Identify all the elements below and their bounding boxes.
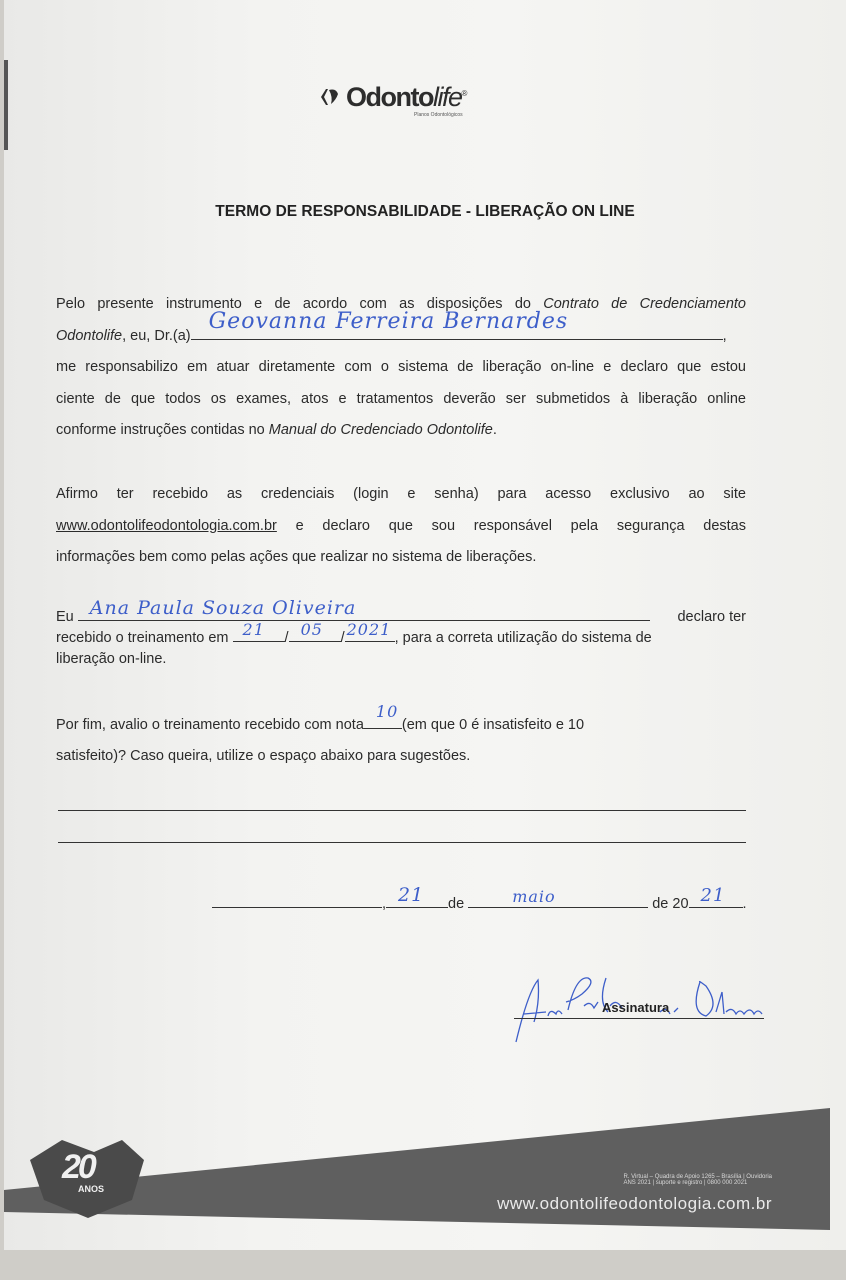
- p3-line3: liberação on-line.: [56, 651, 167, 667]
- suggestion-line-2: [58, 842, 746, 843]
- paragraph-declaration: [56, 289, 746, 447]
- p3-line1: Eu Ana Paula Souza Oliveira declaro ter: [56, 597, 746, 625]
- logo-wordmark: Odontolife®: [346, 82, 466, 112]
- training-year-field: 2021: [345, 641, 395, 642]
- score-field: [364, 702, 402, 729]
- p1-line3: me responsabilizo em atuar diretamente com o sistema de liberação on-line e declaro que estou: [56, 359, 746, 375]
- tooth-logo-icon: [318, 86, 344, 108]
- p1-line4: ciente de que todos os exames, atos e tratamentos deverão ser submetidos à liberação online: [56, 390, 746, 407]
- binding-edge: [4, 60, 8, 150]
- p4-line1: Por fim, avalio o treinamento recebido com nota 10 (em que 0 é insatisfeito e 10: [56, 710, 746, 741]
- footer-band: [4, 1100, 846, 1280]
- paragraph-rating: [56, 702, 746, 772]
- p1-line1: Pelo presente instrumento e de acordo com as disposições do Contrato de Credenciamento: [56, 296, 746, 312]
- signature-line: [514, 1018, 764, 1019]
- training-day-field: 21: [233, 641, 285, 642]
- score-handwritten: 10: [375, 702, 399, 721]
- trainee-name-handwritten: Ana Paula Souza Oliveira: [89, 597, 357, 619]
- suggestion-line-1: [58, 810, 746, 811]
- footer-shape: [4, 1100, 846, 1280]
- date-day-field: 21: [386, 907, 448, 908]
- p2-line2: www.odontolifeodontologia.com.br e declaro que sou responsável pela segurança destas: [56, 517, 746, 534]
- date-month-field: maio: [468, 907, 648, 908]
- footer-address: R. Virtual – Quadra de Apoio 1265 – Brasília | Ouvidoria ANS 2021 | suporte e registro | 0800 000 2021: [623, 1174, 772, 1186]
- odontolife-logo: [318, 82, 498, 122]
- p3-line2: recebido o treinamento em 21 / 05 / 2021 , para a correta utilização do sistema de: [56, 620, 652, 646]
- signature-label: Assinatura: [602, 1000, 670, 1015]
- signature-block: [510, 972, 780, 1052]
- dentist-name-handwritten: Geovanna Ferreira Bernardes: [208, 309, 569, 334]
- p2-line1: Afirmo ter recebido as credenciais (login e senha) para acesso exclusivo ao site: [56, 486, 746, 502]
- anniversary-number: 20: [62, 1148, 94, 1186]
- paragraph-credentials: [56, 479, 746, 574]
- paragraph-training: [56, 597, 746, 670]
- p1-line5: conforme instruções contidas no Manual do Credenciado Odontolife.: [56, 422, 497, 438]
- date-year-field: 21: [689, 907, 743, 908]
- document-page: [4, 0, 846, 1280]
- footer-url[interactable]: www.odontolifeodontologia.com.br: [497, 1194, 772, 1213]
- anniversary-label: ANOS: [78, 1184, 105, 1194]
- p1-line2: Odontolife, eu, Dr.(a) Geovanna Ferreira Bernardes ,: [56, 321, 746, 353]
- logo-tagline: Planos Odontológicos: [414, 112, 463, 118]
- p2-line3: informações bem como pelas ações que realizar no sistema de liberações.: [56, 549, 537, 565]
- city-field: [212, 907, 382, 908]
- training-month-field: 05: [289, 641, 341, 642]
- date-line: , 21 de maio de 20 21 .: [212, 896, 747, 912]
- p4-line2: satisfeito)? Caso queira, utilize o espaço abaixo para sugestões.: [56, 748, 471, 764]
- site-link[interactable]: www.odontolifeodontologia.com.br: [56, 517, 277, 534]
- page-title: TERMO DE RESPONSABILIDADE - LIBERAÇÃO ON LINE: [215, 203, 635, 220]
